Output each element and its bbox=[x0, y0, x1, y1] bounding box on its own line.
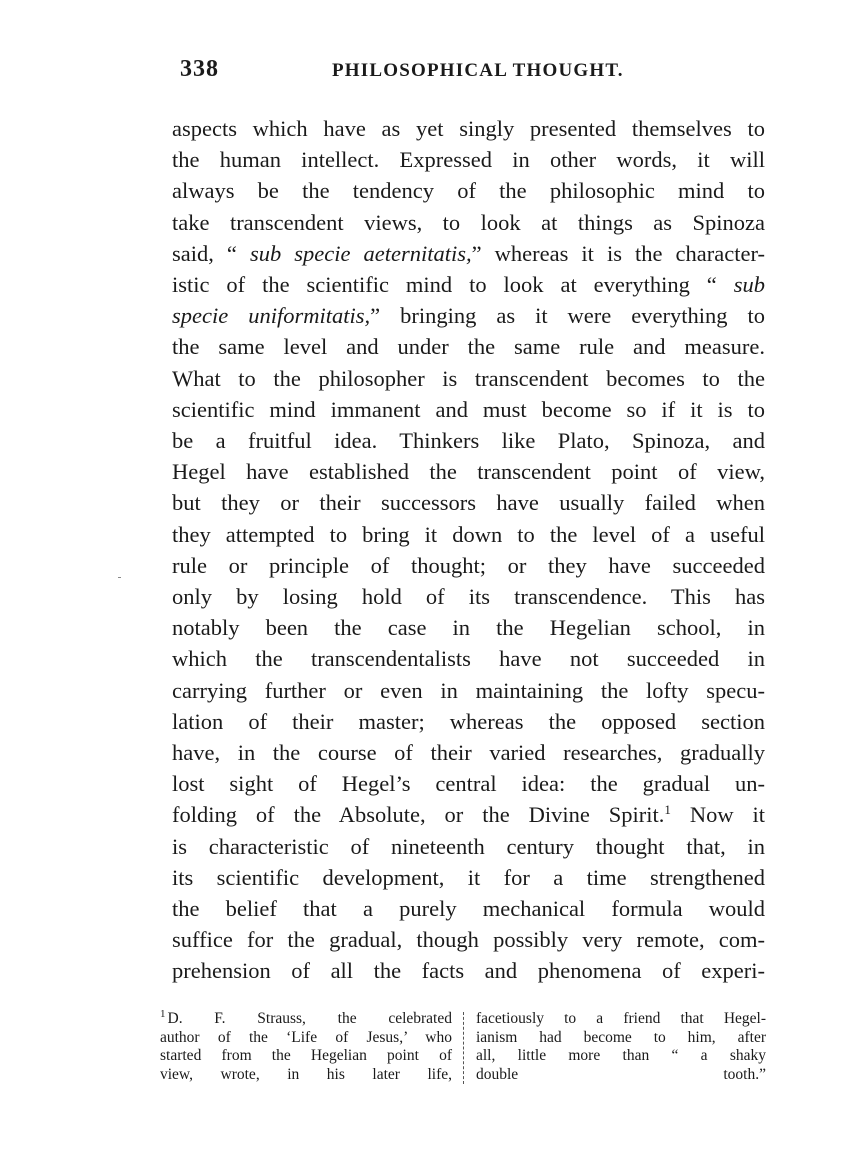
italic-phrase: sub specie aeternitatis, bbox=[249, 240, 472, 266]
body-line: prehension of all the facts and phenomena of experi- bbox=[172, 958, 765, 984]
body-line: but they or their successors have usually failed when bbox=[172, 490, 765, 516]
body-line: scientific mind immanent and must become so if it is to bbox=[172, 396, 765, 422]
body-line: specie uniformitatis,” bringing as it were everything to bbox=[172, 303, 765, 329]
body-line: aspects which have as yet singly presented themselves to bbox=[172, 116, 765, 141]
italic-phrase: specie uniformitatis, bbox=[172, 303, 371, 329]
footnote-line: double tooth.” bbox=[476, 1065, 766, 1083]
body-line: which the transcendentalists have not succeeded in bbox=[172, 646, 765, 672]
body-line: the belief that a purely mechanical formula would bbox=[172, 896, 765, 922]
body-line: only by losing hold of its transcendence. This has bbox=[172, 584, 765, 610]
body-line: take transcendent views, to look at things as Spinoza bbox=[172, 209, 765, 235]
footnote-line: ianism had become to him, after bbox=[476, 1028, 766, 1046]
footnote-line: started from the Hegelian point of bbox=[160, 1047, 452, 1065]
body-line: carrying further or even in maintaining the lofty specu- bbox=[172, 677, 765, 703]
body-line: they attempted to bring it down to the level of a useful bbox=[172, 521, 765, 547]
page-number: 338 bbox=[180, 56, 219, 82]
body-line: folding of the Absolute, or the Divine Spirit.$^1$ Now it bbox=[172, 802, 765, 828]
footnote-reference: 1 bbox=[664, 802, 671, 818]
body-line: the human intellect. Expressed in other words, it will bbox=[172, 147, 765, 173]
body-line: suffice for the gradual, though possibly very remote, com- bbox=[172, 927, 765, 953]
footnote-line: view, wrote, in his later life, bbox=[160, 1065, 452, 1083]
body-line: is characteristic of nineteenth century thought that, in bbox=[172, 833, 765, 859]
footnote-marker: 1 bbox=[160, 1008, 166, 1020]
margin-speck bbox=[118, 577, 121, 578]
footnote-right-column bbox=[476, 1010, 766, 1084]
body-line: notably been the case in the Hegelian school, in bbox=[172, 615, 765, 641]
footnote-left-column bbox=[160, 1010, 452, 1084]
body-line: What to the philosopher is transcendent becomes to the bbox=[172, 365, 765, 391]
footnote bbox=[160, 1010, 765, 1090]
footnote-line: all, little more than “ a shaky bbox=[476, 1047, 766, 1065]
footnote-column-divider bbox=[463, 1012, 464, 1084]
body-line: lation of their master; whereas the opposed section bbox=[172, 708, 765, 734]
body-line: lost sight of Hegel’s central idea: the gradual un- bbox=[172, 771, 765, 797]
body-line: be a fruitful idea. Thinkers like Plato, Spinoza, and bbox=[172, 428, 765, 454]
body-line: its scientific development, it for a time strengthened bbox=[172, 864, 765, 890]
body-line: rule or principle of thought; or they have succeeded bbox=[172, 552, 765, 578]
body-line: have, in the course of their varied researches, gradually bbox=[172, 740, 765, 766]
page-header bbox=[180, 56, 770, 96]
italic-phrase: sub bbox=[733, 272, 765, 298]
body-line: istic of the scientific mind to look at everything “ sub bbox=[172, 272, 765, 298]
running-title: PHILOSOPHICAL THOUGHT. bbox=[332, 60, 624, 81]
footnote-line: $^1$ D. F. Strauss, the celebrated bbox=[160, 1008, 452, 1027]
body-line: the same level and under the same rule and measure. bbox=[172, 334, 765, 360]
footnote-line: facetiously to a friend that Hegel- bbox=[476, 1010, 766, 1027]
body-line: Hegel have established the transcendent point of view, bbox=[172, 459, 765, 485]
body-text bbox=[172, 113, 765, 987]
body-line: said, “ sub specie aeternitatis,” whereas it is the character- bbox=[172, 240, 766, 266]
footnote-line: author of the ‘Life of Jesus,’ who bbox=[160, 1028, 452, 1046]
body-line: always be the tendency of the philosophic mind to bbox=[172, 178, 765, 204]
